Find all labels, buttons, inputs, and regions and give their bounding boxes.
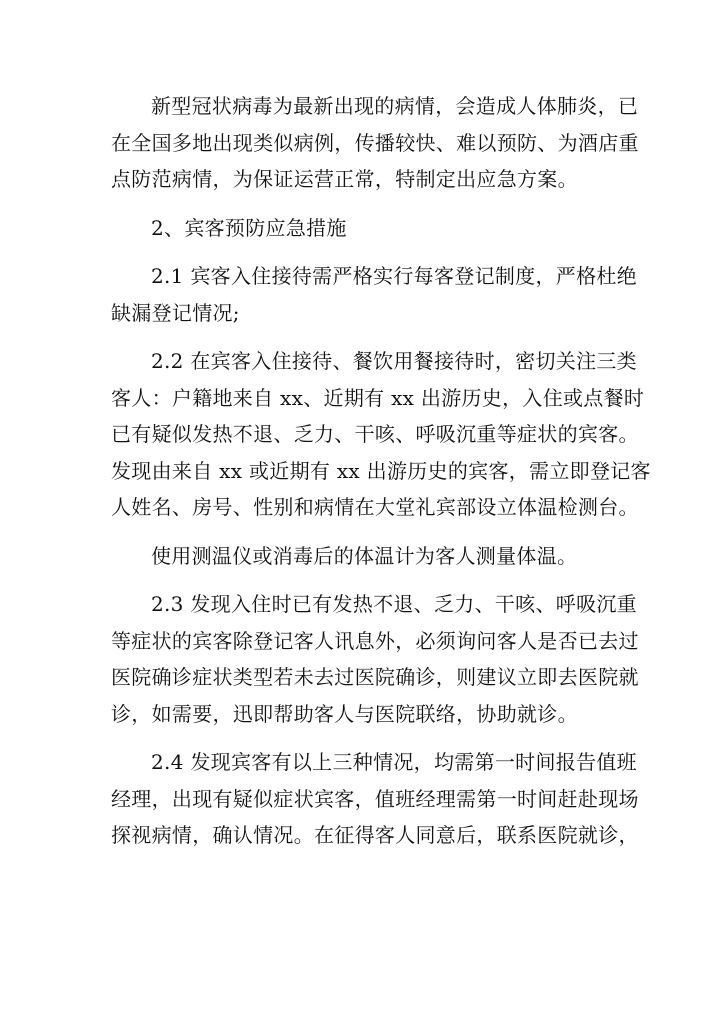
text-line: 2.4 发现宾客有以上三种情况，均需第一时间报告值班 — [151, 750, 637, 774]
text-line: 2.2 在宾客入住接待、餐饮用餐接待时，密切关注三类 — [151, 349, 637, 373]
paragraph-2-4 — [111, 744, 639, 854]
text-line: 诊，如需要，迅即帮助客人与医院联络，协助就诊。 — [111, 701, 578, 726]
text-line: 已有疑似发热不退、乏力、干咳、呼吸沉重等症状的宾客。 — [111, 422, 639, 446]
paragraph-2-3 — [111, 586, 639, 732]
text-line: 经理，出现有疑似症状宾客，值班经理需第一时间赶赴现场 — [111, 786, 639, 811]
paragraph-thermometer — [111, 538, 608, 575]
text-line: 医院确诊症状类型若未去过医院确诊，则建议立即去医院就 — [111, 665, 639, 689]
text-line: 2.1 宾客入住接待需严格实行每客登记制度，严格杜绝 — [151, 264, 637, 288]
paragraph-intro — [111, 88, 639, 198]
paragraph-2-2 — [111, 343, 651, 526]
text-line: 2、宾客预防应急措施 — [151, 215, 347, 240]
text-line: 在全国多地出现类似病例，传播较快、难以预防、为酒店重 — [111, 130, 639, 155]
text-line: 客人：户籍地来自 xx、近期有 xx 出游历史，入住或点餐时 — [111, 385, 645, 410]
text-line: 人姓名、房号、性别和病情在大堂礼宾部设立体温检测台。 — [111, 495, 639, 519]
text-line: 发现由来自 xx 或近期有 xx 出游历史的宾客，需立即登记客 — [111, 458, 651, 483]
text-line: 探视病情，确认情况。在征得客人同意后，联系医院就诊， — [111, 823, 639, 847]
text-line: 点防范病情，为保证运营正常，特制定出应急方案。 — [111, 167, 578, 191]
paragraph-2-1 — [111, 258, 637, 331]
text-line: 新型冠状病毒为最新出现的病情，会造成人体肺炎，已 — [151, 94, 639, 118]
document-page — [111, 88, 651, 866]
text-line: 使用测温仪或消毒后的体温计为客人测量体温。 — [151, 543, 578, 568]
text-line: 2.3 发现入住时已有发热不退、乏力、干咳、呼吸沉重 — [151, 592, 637, 616]
text-line: 缺漏登记情况; — [111, 300, 240, 325]
text-line: 等症状的宾客除登记客人讯息外，必须询问客人是否已去过 — [111, 628, 639, 653]
section-heading — [111, 210, 608, 247]
